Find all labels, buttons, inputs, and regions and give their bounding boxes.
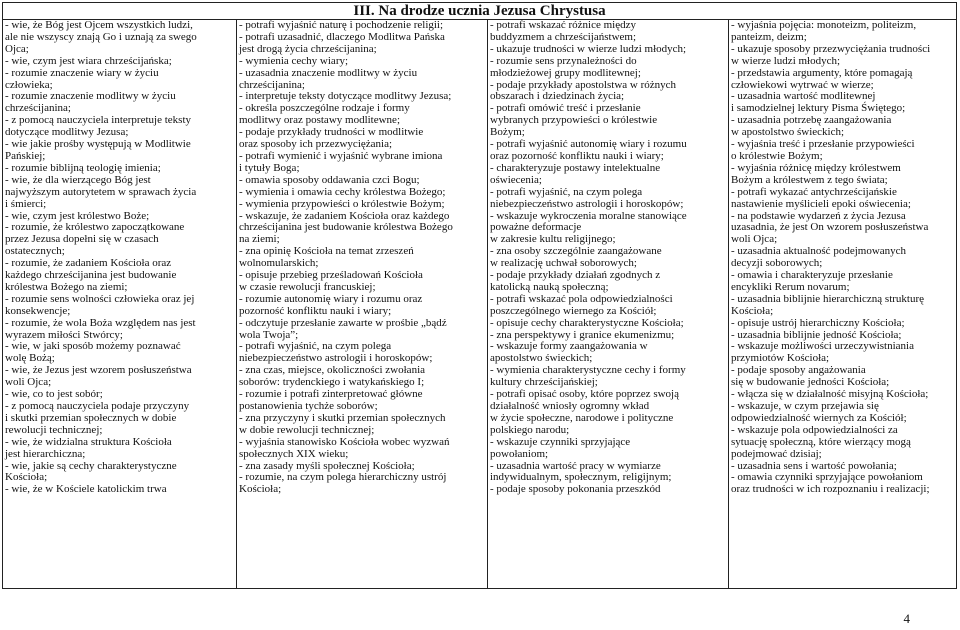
column-line: - wyjaśnia treść i przesłanie przypowieści <box>731 138 915 151</box>
column-line: chrześcijanina; <box>239 78 305 91</box>
column-line: ale nie wszyscy znają Go i uznają za swego <box>5 30 197 43</box>
column-line: konsekwencje; <box>5 304 71 317</box>
column-line: - potrafi wskazać różnice między <box>490 20 636 31</box>
column-line: człowiekowi wytrwać w wierze; <box>731 78 874 91</box>
column-line: pozorność konfliktu nauki i wiary; <box>239 304 392 317</box>
column-line: w życie społeczne, narodowe i polityczne <box>490 411 674 424</box>
column-line: królestwa Bożego na ziemi; <box>5 280 128 293</box>
column-line: - potrafi wyjaśnić autonomię wiary i rozumu <box>490 138 687 151</box>
column-line: postanowienia tychże soborów; <box>239 400 378 412</box>
column-line: przez Jezusa dopełni się w czasach <box>5 233 159 246</box>
column-line: - omawia sposoby oddawania czci Bogu; <box>239 173 420 186</box>
column-line: poważne deformacje <box>490 221 582 234</box>
column-2 <box>236 20 487 588</box>
column-line: niebezpieczeństwo astrologii i horoskopów; <box>490 197 684 210</box>
column-line: - wskazuje formy zaangażowania w <box>490 340 648 353</box>
column-line: - wymienia przypowieści o królestwie Bożym; <box>239 197 445 210</box>
column-line: - zna czas, miejsce, okoliczności zwołania <box>239 364 426 377</box>
column-line: - rozumie sens wolności człowieka oraz jej <box>5 292 195 305</box>
column-line: - wie, w jaki sposób możemy poznawać <box>5 340 181 353</box>
column-line: w realizację uchwał soborowych; <box>490 257 637 270</box>
column-line: - uzasadnia biblijnie hierarchiczną strukturę <box>731 292 925 305</box>
column-line: Kościoła; <box>239 483 282 496</box>
column-line: dotyczące modlitwy Jezusa; <box>5 126 129 139</box>
column-line: - włącza się w działalność misyjną Kościoła; <box>731 388 929 401</box>
column-line: - wymienia charakterystyczne cechy i formy <box>490 364 686 377</box>
column-line: - podaje sposoby pokonania przeszkód <box>490 483 661 496</box>
column-line: wola Twoja”; <box>239 328 299 341</box>
column-line: - uzasadnia wartość modlitewnej <box>731 90 876 103</box>
column-line: - wie, czym jest wiara chrześcijańska; <box>5 54 172 67</box>
column-line: - uzasadnia wartość pracy w wymiarze <box>490 459 661 472</box>
column-line: - wyjaśnia stanowisko Kościoła wobec wyzwań <box>239 435 450 448</box>
requirements-table <box>2 2 957 589</box>
column-line: - określa poszczególne rodzaje i formy <box>239 102 410 115</box>
column-line: - rozumie, na czym polega hierarchiczny ustrój <box>239 471 447 484</box>
column-line: modlitwy oraz postawy modlitewne; <box>239 114 400 127</box>
column-line: - wymienia i omawia cechy królestwa Bożego; <box>239 185 446 198</box>
column-line: - wskazuje, że zadaniem Kościoła oraz każdego <box>239 209 450 222</box>
column-line: Kościoła; <box>731 304 774 317</box>
column-line: - zna opinię Kościoła na temat zrzeszeń <box>239 245 414 258</box>
column-line: apostolstwo świeckich; <box>490 352 593 365</box>
column-line: - charakteryzuje postawy intelektualne <box>490 161 661 174</box>
column-line: - wskazuje czynniki sprzyjające <box>490 435 631 448</box>
column-line: kultury chrześcijańskiej; <box>490 376 598 389</box>
column-line: woli Ojca; <box>5 376 52 389</box>
column-line: - wymienia cechy wiary; <box>239 54 349 67</box>
column-line: Ojca; <box>5 42 29 55</box>
column-1 <box>3 20 236 588</box>
column-line: - wie, co to jest sobór; <box>5 388 103 401</box>
column-line: - ukazuje trudności w wierze ludzi młodych; <box>490 42 687 55</box>
column-line: sytuację społeczną, które wierzący mogą <box>731 435 911 448</box>
column-line: - rozumie biblijną teologię imienia; <box>5 161 161 174</box>
column-line: - wie, że widzialna struktura Kościoła <box>5 435 172 448</box>
column-line: o królestwie Bożym; <box>731 149 823 162</box>
column-line: niebezpieczeństwo astrologii i horoskopów; <box>239 352 433 365</box>
column-line: buddyzmem a chrześcijaństwem; <box>490 30 637 43</box>
column-line: młodzieżowej grupy modlitewnej; <box>490 66 641 79</box>
column-line: odpowiedzialność wiernych za Kościół; <box>731 411 907 424</box>
column-line: indywidualnym, społecznym, religijnym; <box>490 471 672 484</box>
column-line: - uzasadnia sens i wartość powołania; <box>731 459 897 472</box>
column-line: Bożym a królestwem z tego świata; <box>731 173 888 186</box>
column-line: nastawienie myślicieli epoki oświecenia; <box>731 197 911 210</box>
column-line: - rozumie autonomię wiary i rozumu oraz <box>239 292 423 305</box>
column-line: - uzasadnia biblijnie jedność Kościoła; <box>731 328 902 341</box>
column-line: - wie, że Bóg jest Ojcem wszystkich ludzi, <box>5 20 193 31</box>
column-line: powołaniom; <box>490 447 549 460</box>
column-line: Bożym; <box>490 126 525 139</box>
column-line: - omawia czynniki sprzyjające powołaniom <box>731 471 923 484</box>
column-line: - wie, że dla wierzącego Bóg jest <box>5 173 151 186</box>
column-line: - zna osoby szczególnie zaangażowane <box>490 245 662 258</box>
column-line: - zna przyczyny i skutki przemian społecznych <box>239 411 446 424</box>
column-line: obszarach i dziedzinach życia; <box>490 90 625 103</box>
column-line: - opisuje przebieg prześladowań Kościoła <box>239 269 423 282</box>
column-line: - rozumie i potrafi zinterpretować główne <box>239 388 423 401</box>
column-line: oraz trudności w ich rozpoznaniu i realizacji; <box>731 483 930 496</box>
column-line: - podaje przykłady apostolstwa w różnych <box>490 78 677 91</box>
page-number: 4 <box>903 611 910 626</box>
column-line: człowieka; <box>5 78 53 91</box>
column-line: - wie jakie prośby występują w Modlitwie <box>5 138 191 151</box>
column-line: społecznych XIX wieku; <box>239 447 349 460</box>
column-line: katolicką nauką społeczną; <box>490 280 609 293</box>
column-line: - na podstawie wydarzeń z życia Jezusa <box>731 209 906 222</box>
column-line: i skutki przemian społecznych w dobie <box>5 411 177 424</box>
column-line: - rozumie znaczenie modlitwy w życiu <box>5 90 176 103</box>
column-line: - opisuje ustrój hierarchiczny Kościoła; <box>731 316 905 329</box>
column-line: polskiego narodu; <box>490 423 570 436</box>
column-line: Pańskiej; <box>5 149 46 162</box>
column-line: - potrafi opisać osoby, które poprzez swoją <box>490 388 679 401</box>
column-line: - wie, że w Kościele katolickim trwa <box>5 483 167 496</box>
column-line: rewolucji technicznej; <box>5 423 103 436</box>
column-line: chrześcijanina; <box>5 102 71 115</box>
column-line: - wskazuje wykroczenia moralne stanowiące <box>490 209 687 222</box>
column-line: i tytuły Boga; <box>239 161 300 174</box>
column-line: - rozumie, że zadaniem Kościoła oraz <box>5 257 172 270</box>
column-line: - potrafi wyjaśnić, na czym polega <box>490 185 643 198</box>
column-line: soborów: trydenckiego i watykańskiego I; <box>239 376 425 389</box>
column-line: - potrafi uzasadnić, dlaczego Modlitwa Pańska <box>239 30 445 43</box>
column-line: - wskazuje możliwości urzeczywistniania <box>731 340 914 353</box>
column-line: - opisuje cechy charakterystyczne Kościoła; <box>490 316 684 329</box>
column-line: - potrafi wskazać pola odpowiedzialności <box>490 292 673 305</box>
column-line: - odczytuje przesłanie zawarte w prośbie „bądź <box>239 316 447 329</box>
column-line: w czasie rewolucji francuskiej; <box>239 280 376 293</box>
table-header-row <box>3 3 956 20</box>
column-4 <box>728 20 956 588</box>
column-line: - podaje przykłady trudności w modlitwie <box>239 126 424 139</box>
column-line: oraz sposoby ich przezwyciężania; <box>239 138 393 151</box>
column-line: Kościoła; <box>5 471 48 484</box>
column-line: - potrafi omówić treść i przesłanie <box>490 102 641 115</box>
column-line: i samodzielnej lektury Pisma Świętego; <box>731 102 906 115</box>
column-line: - rozumie znaczenie wiary w życiu <box>5 66 159 79</box>
column-line: - rozumie sens przynależności do <box>490 54 637 67</box>
column-line: jest hierarchiczna; <box>5 447 86 460</box>
column-line: w apostolstwo świeckich; <box>731 126 845 139</box>
column-line: - wyjaśnia różnicę między królestwem <box>731 161 901 174</box>
column-line: każdego chrześcijanina jest budowanie <box>5 269 177 282</box>
column-line: - zna zasady myśli społecznej Kościoła; <box>239 459 415 472</box>
column-line: oświecenia; <box>490 173 542 186</box>
column-line: działalność wniosły ogromny wkład <box>490 400 650 412</box>
column-line: - ukazuje sposoby przezwyciężania trudności <box>731 42 931 55</box>
column-line: - wie, jakie są cechy charakterystyczne <box>5 459 177 472</box>
column-line: - uzasadnia potrzebę zaangażowania <box>731 114 892 127</box>
column-line: - potrafi wymienić i wyjaśnić wybrane imiona <box>239 149 443 162</box>
column-line: się w budowanie jedności Kościoła; <box>731 376 890 389</box>
column-line: panteizm, deizm; <box>731 30 807 43</box>
column-line: - rozumie, że królestwo zapoczątkowane <box>5 221 185 234</box>
column-line: - uzasadnia znaczenie modlitwy w życiu <box>239 66 418 79</box>
column-line: - wie, że Jezus jest wzorem posłuszeństwa <box>5 364 192 377</box>
section-title: III. Na drodze ucznia Jezusa Chrystusa <box>353 3 606 19</box>
column-line: - z pomocą nauczyciela podaje przyczyny <box>5 400 190 412</box>
column-line: wyrazem miłości Stwórcy; <box>5 328 123 341</box>
column-line: oraz pozorność konfliktu nauki i wiary; <box>490 149 664 162</box>
column-line: - omawia i charakteryzuje przesłanie <box>731 269 893 282</box>
column-line: wolnomularskich; <box>239 257 319 270</box>
column-line: - potrafi wyjaśnić, na czym polega <box>239 340 392 353</box>
column-line: uzasadnia, że jest On wzorem posłuszeństwa <box>731 221 929 234</box>
column-line: w zakresie kultu religijnego; <box>490 233 616 246</box>
column-line: wybranych przypowieści o królestwie <box>490 114 658 127</box>
column-line: - podaje przykłady działań zgodnych z <box>490 269 661 282</box>
column-line: - wyjaśnia pojęcia: monoteizm, politeizm, <box>731 20 917 31</box>
column-line: woli Ojca; <box>731 233 778 246</box>
column-line: ostatecznych; <box>5 245 65 258</box>
column-line: - przedstawia argumenty, które pomagają <box>731 66 913 79</box>
column-line: najwyższym autorytetem w sprawach życia <box>5 185 197 198</box>
column-line: - potrafi wykazać antychrześcijańskie <box>731 185 897 198</box>
column-line: - potrafi wyjaśnić naturę i pochodzenie religii; <box>239 20 444 31</box>
column-line: w dobie rewolucji technicznej; <box>239 423 375 436</box>
column-line: jest drogą życia chrześcijanina; <box>239 42 377 55</box>
column-line: - podaje sposoby angażowania <box>731 364 866 377</box>
column-line: - interpretuje teksty dotyczące modlitwy Jezusa; <box>239 90 452 103</box>
column-line: - wskazuje pola odpowiedzialności za <box>731 423 898 436</box>
column-line: - zna perspektywy i granice ekumenizmu; <box>490 328 675 341</box>
column-3 <box>487 20 728 588</box>
column-line: - wskazuje, w czym przejawia się <box>731 400 879 412</box>
column-line: encykliki Rerum novarum; <box>731 280 850 293</box>
column-line: na ziemi; <box>239 233 280 246</box>
column-line: w wierze ludzi młodych; <box>731 54 841 67</box>
column-line: decyzji soborowych; <box>731 257 823 270</box>
column-line: i śmierci; <box>5 197 47 210</box>
column-line: poszczególnego wiernego za Kościół; <box>490 304 657 317</box>
column-line: - wie, czym jest królestwo Boże; <box>5 209 150 222</box>
column-line: chrześcijanina jest budowanie królestwa Bożego <box>239 221 453 234</box>
column-line: wolę Bożą; <box>5 352 55 365</box>
column-line: - z pomocą nauczyciela interpretuje teksty <box>5 114 191 127</box>
column-line: podejmować dzisiaj; <box>731 447 822 460</box>
column-line: - uzasadnia aktualność podejmowanych <box>731 245 907 258</box>
column-line: - rozumie, że wola Boża względem nas jest <box>5 316 196 329</box>
column-line: przymiotów Kościoła; <box>731 352 830 365</box>
